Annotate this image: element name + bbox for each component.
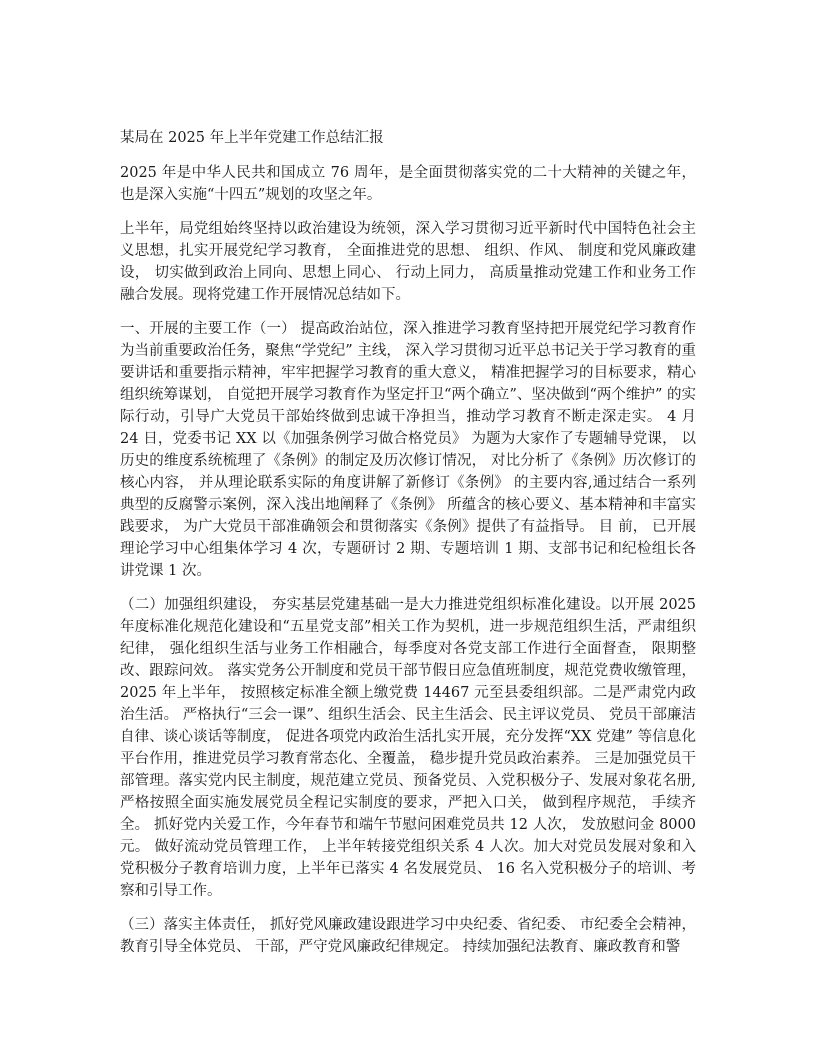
paragraph-intro: 2025 年是中华人民共和国成立 76 周年，是全面贯彻落实党的二十大精神的关键之年，也是深入实施“十四五”规划的攻坚之年。	[120, 165, 696, 203]
paragraph-section-3-responsibility: （三）落实主体责任， 抓好党风廉政建设跟进学习中央纪委、省纪委、 市纪委全会精神，教育引导全体党员、 干部，严守党风廉政纪律规定。 持续加强纪法教育、廉政教育和警	[120, 917, 696, 955]
paragraph-section-1-political: 一、开展的主要工作（一） 提高政治站位，深入推进学习教育坚持把开展党纪学习教育作为当前重要政治任务，聚焦“学党纪” 主线， 深入学习贯彻习近平总书记关于学习教育的重要讲话和重要指示精神，牢牢把握学习教育的重大意义， 精准把握学习的目标要求，精心组织统筹谋划， 自觉把开展学习教育作为坚定扞卫“两个确立”、坚决做到“两个维护” 的实际行动，引导广大党员干部始终做到忠诚干净担当，推动学习教育不断走深走实。 4 月 24 日，党委书记 XX 以《加强条例学习做合格党员》 为题为大家作了专题辅导党课， 以历史的维度系统梳理了《条例》的制定及历次修订情况， 对比分析了《条例》历次修订的核心内容， 并从理论联系实际的角度讲解了新修订《条例》 的主要内容,通过结合一系列典型的反腐警示案例，深入浅出地阐释了《条例》 所蕴含的核心要义、基本精神和丰富实践要求， 为广大党员干部准确领会和贯彻落实《条例》提供了有益指导。 目 前， 已开展理论学习中心组集体学习 4 次，专题研讨 2 期、专题培训 1 期、支部书记和纪检组长各讲党课 1 次。	[120, 321, 696, 579]
document-body	[120, 127, 696, 970]
document-title: 某局在 2025 年上半年党建工作总结汇报	[120, 130, 384, 146]
paragraph-section-2-organization: （二）加强组织建设， 夯实基层党建基础一是大力推进党组织标准化建设。以开展 2025 年度标准化规范化建设和“五星党支部”相关工作为契机，进一步规范组织生活，严肃组织纪律， 强化组织生活与业务工作相融合，每季度对各党支部工作进行全面督查， 限期整改、跟踪问效。 落实党务公开制度和党员干部节假日应急值班制度，规范党费收缴管理，2025 年上半年， 按照核定标准全额上缴党费 14467 元至县委组织部。二是严肃党内政治生活。 严格执行“三会一课”、组织生活会、民主生活会、民主评议党员、 党员干部廉洁自律、谈心谈话等制度， 促进各项党内政治生活扎实开展，充分发挥“XX 党建” 等信息化平台作用，推进党员学习教育常态化、全覆盖， 稳步提升党员政治素养。 三是加强党员干部管理。落实党内民主制度，规范建立党员、预备党员、入党积极分子、发展对象花名册,严格按照全面实施发展党员全程记实制度的要求，严把入口关， 做到程序规范， 手续齐全。 抓好党内关爱工作，今年春节和端午节慰问困难党员共 12 人次， 发放慰问金 8000 元。 做好流动党员管理工作， 上半年转接党组织关系 4 人次。加大对党员发展对象和入党积极分子教育培训力度，上半年已落实 4 名发展党员、 16 名入党积极分子的培训、考察和引导工作。	[120, 597, 696, 899]
paragraph-overview: 上半年，局党组始终坚持以政治建设为统领，深入学习贯彻习近平新时代中国特色社会主义思想，扎实开展党纪学习教育， 全面推进党的思想、 组织、作风、 制度和党风廉政建设， 切实做到政治上同向、思想上同心、 行动上同力， 高质量推动党建工作和业务工作融合发展。现将党建工作开展情况总结如下。	[120, 221, 696, 303]
